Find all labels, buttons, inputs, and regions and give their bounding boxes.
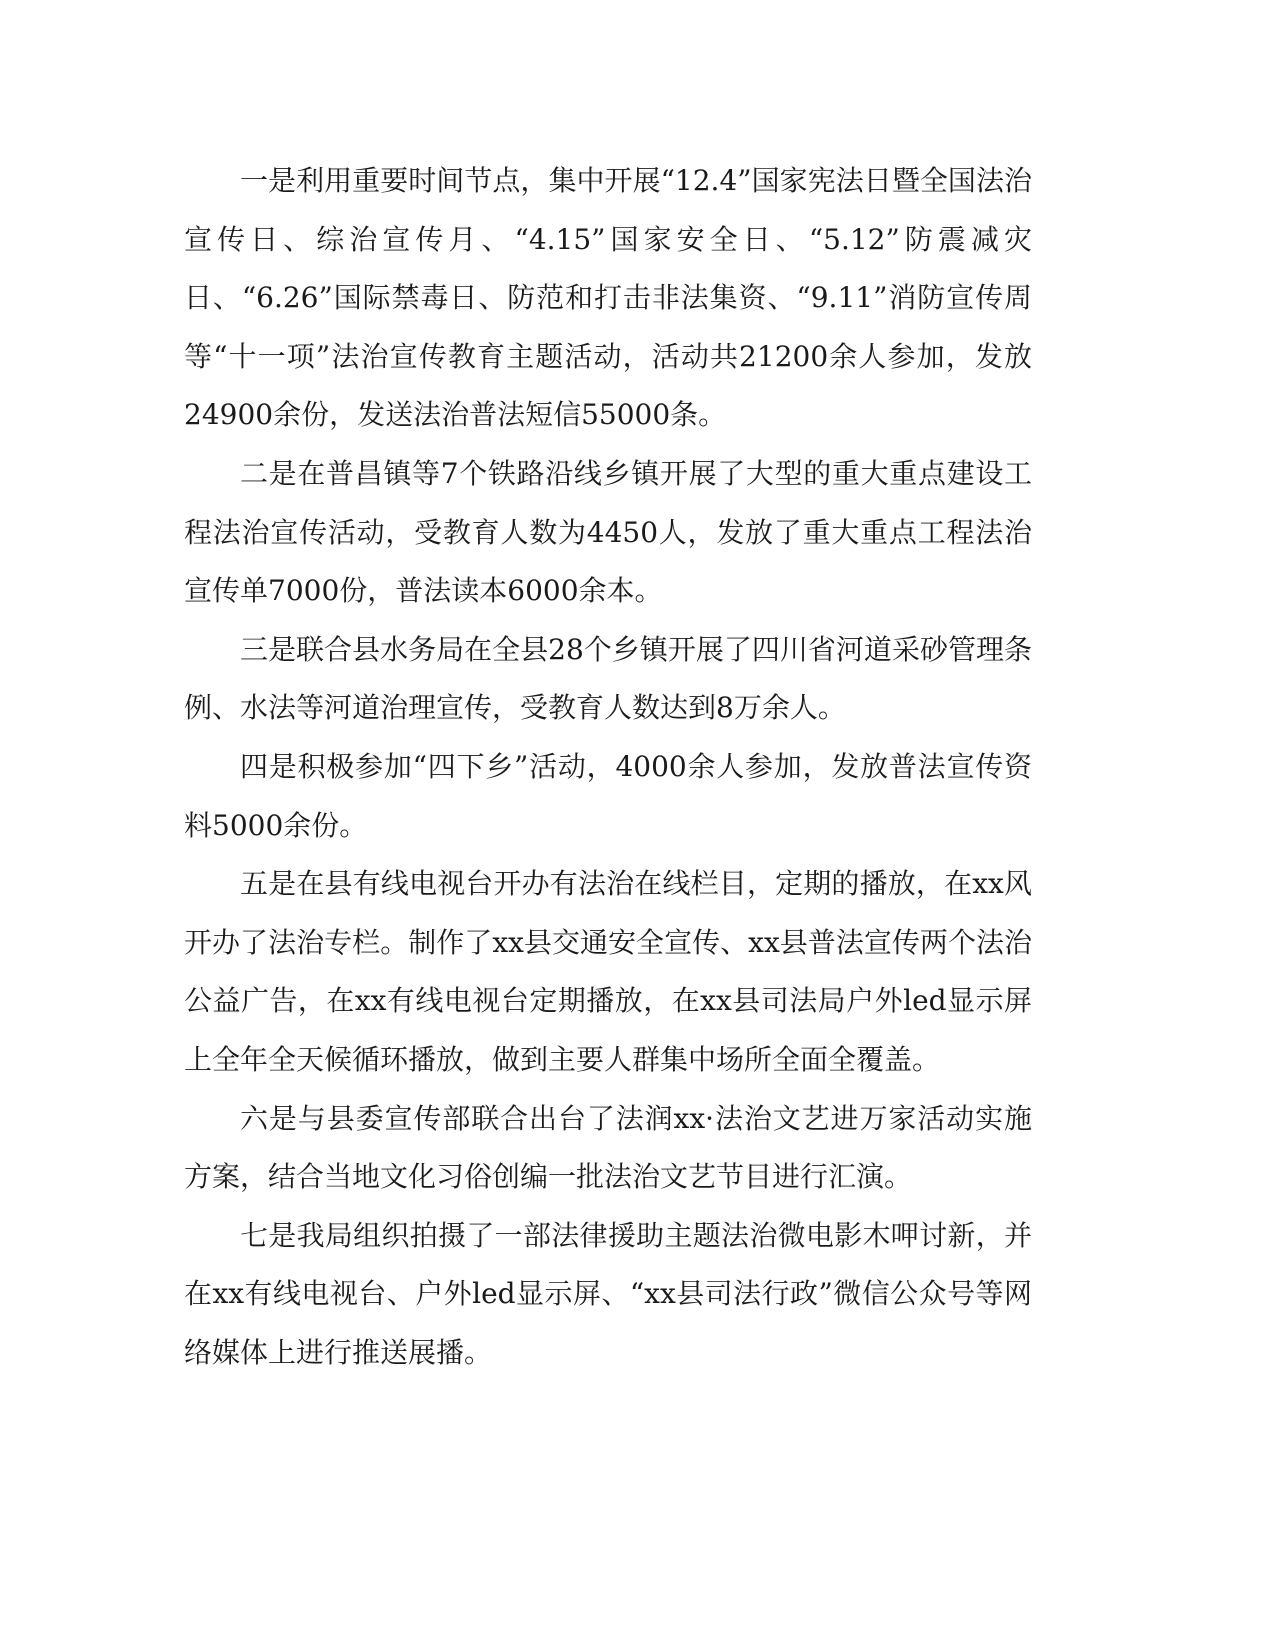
- paragraph-7: 七是我局组织拍摄了一部法律援助主题法治微电影木呷讨新，并在xx有线电视台、户外led显示屏、“xx县司法行政”微信公众号等网络媒体上进行推送展播。: [184, 1218, 1032, 1369]
- document-body: [184, 152, 1032, 1382]
- paragraph-3: 三是联合县水务局在全县28个乡镇开展了四川省河道采砂管理条例、水法等河道治理宣传，受教育人数达到8万余人。: [184, 632, 1032, 725]
- paragraph-1: 一是利用重要时间节点，集中开展“12.4”国家宪法日暨全国法治宣传日、综治宣传月、“4.15”国家安全日、“5.12”防震减灾日、“6.26”国际禁毒日、防范和打击非法集资、“9.11”消防宣传周等“十一项”法治宣传教育主题活动，活动共21200余人参加，发放24900余份，发送法治普法短信55000条。: [184, 164, 1032, 432]
- paragraph-2: 二是在普昌镇等7个铁路沿线乡镇开展了大型的重大重点建设工程法治宣传活动，受教育人数为4450人，发放了重大重点工程法治宣传单7000份，普法读本6000余本。: [184, 456, 1032, 608]
- paragraph-5: 五是在县有线电视台开办有法治在线栏目，定期的播放，在xx风开办了法治专栏。制作了xx县交通安全宣传、xx县普法宣传两个法治公益广告，在xx有线电视台定期播放，在xx县司法局户外led显示屏上全年全天候循环播放，做到主要人群集中场所全面全覆盖。: [184, 867, 1032, 1076]
- paragraph-6: 六是与县委宣传部联合出台了法润xx·法治文艺进万家活动实施方案，结合当地文化习俗创编一批法治文艺节目进行汇演。: [184, 1101, 1032, 1194]
- paragraph-4: 四是积极参加“四下乡”活动，4000余人参加，发放普法宣传资料5000余份。: [184, 749, 1032, 842]
